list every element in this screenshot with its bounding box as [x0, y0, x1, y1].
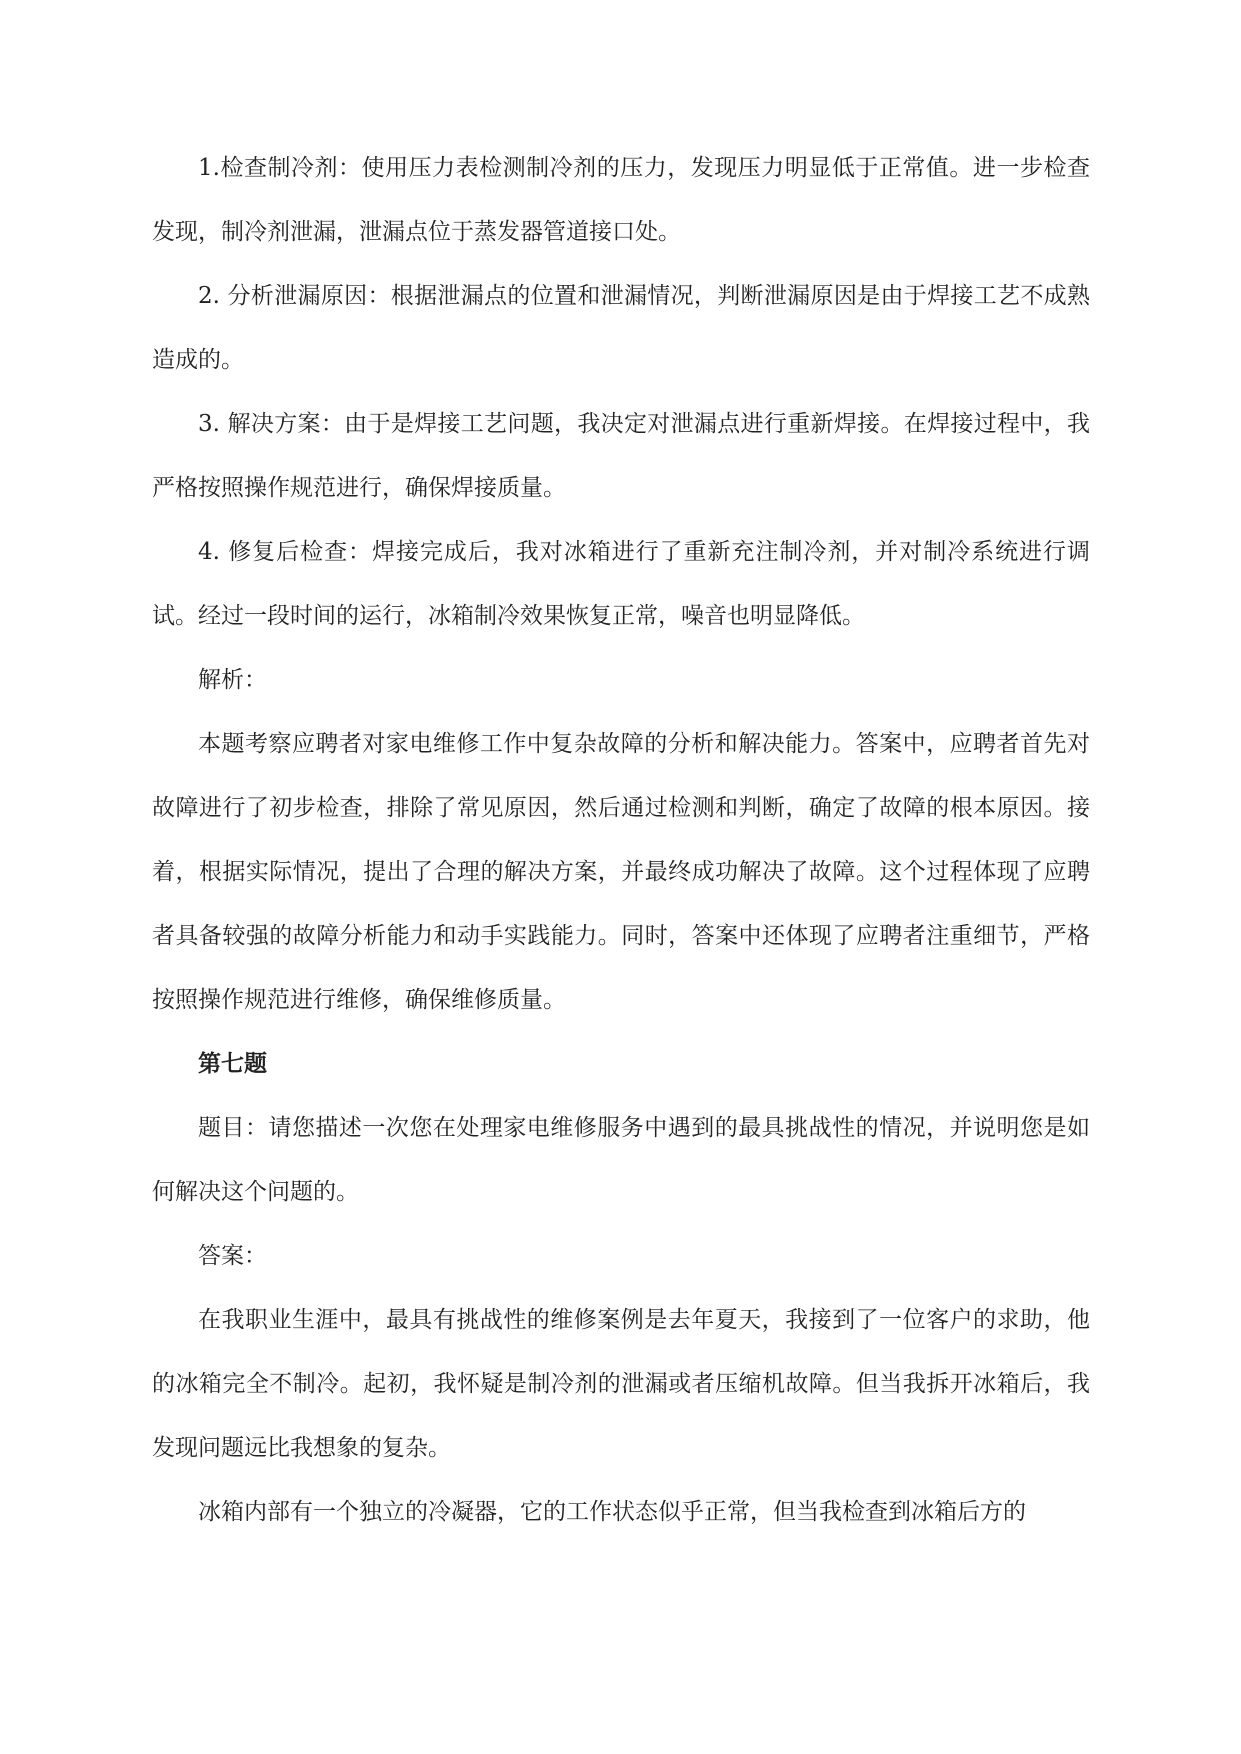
paragraph-analyze-leak: 2. 分析泄漏原因：根据泄漏点的位置和泄漏情况，判断泄漏原因是由于焊接工艺不成熟造成的。 — [152, 283, 1090, 373]
paragraph-post-repair-check: 4. 修复后检查：焊接完成后，我对冰箱进行了重新充注制冷剂，并对制冷系统进行调试。经过一段时间的运行，冰箱制冷效果恢复正常，噪音也明显降低。 — [152, 539, 1090, 629]
paragraph-answer-continued: 冰箱内部有一个独立的冷凝器，它的工作状态似乎正常，但当我检查到冰箱后方的 — [198, 1499, 1026, 1525]
answer-label: 答案： — [198, 1243, 267, 1269]
analysis-label: 解析： — [198, 667, 267, 693]
paragraph-solution: 3. 解决方案：由于是焊接工艺问题，我决定对泄漏点进行重新焊接。在焊接过程中，我严格按照操作规范进行，确保焊接质量。 — [152, 411, 1090, 501]
section-heading: 第七题 — [198, 1051, 267, 1077]
paragraph-question: 题目：请您描述一次您在处理家电维修服务中遇到的最具挑战性的情况，并说明您是如何解决这个问题的。 — [152, 1115, 1090, 1205]
paragraph-answer-intro: 在我职业生涯中，最具有挑战性的维修案例是去年夏天，我接到了一位客户的求助，他的冰箱完全不制冷。起初，我怀疑是制冷剂的泄漏或者压缩机故障。但当我拆开冰箱后，我发现问题远比我想象的复杂。 — [152, 1307, 1090, 1461]
paragraph-check-refrigerant: 1.检查制冷剂：使用压力表检测制冷剂的压力，发现压力明显低于正常值。进一步检查发现，制冷剂泄漏，泄漏点位于蒸发器管道接口处。 — [152, 155, 1090, 245]
document-body — [152, 136, 1090, 1544]
paragraph-analysis: 本题考察应聘者对家电维修工作中复杂故障的分析和解决能力。答案中，应聘者首先对故障进行了初步检查，排除了常见原因，然后通过检测和判断，确定了故障的根本原因。接着，根据实际情况，提出了合理的解决方案，并最终成功解决了故障。这个过程体现了应聘者具备较强的故障分析能力和动手实践能力。同时，答案中还体现了应聘者注重细节，严格按照操作规范进行维修，确保维修质量。 — [152, 731, 1090, 1013]
